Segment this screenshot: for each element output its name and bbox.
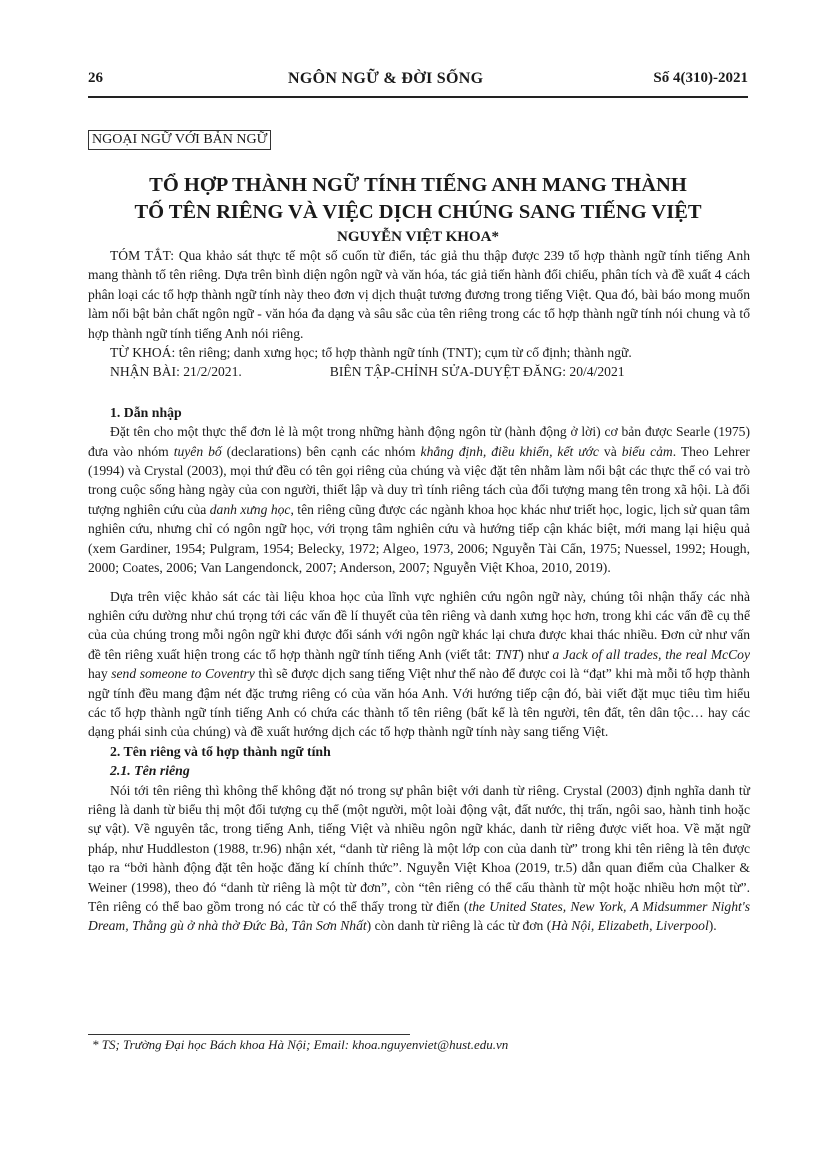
text-run: ). xyxy=(708,918,717,934)
italic-term: danh xưng học xyxy=(209,501,291,517)
article-body xyxy=(88,246,750,936)
text-run: Nói tới tên riêng thì không thể không đặt nó trong sự phân biệt với danh từ riêng. Crystal (2003) định nghĩa danh từ riêng là danh từ biểu thị một đối tượng cụ thể (một người, một loài động vật, đất nước, thị trấn, ngôi sao, hành tinh hoặc sự vật). Về nguyên tắc, trong tiếng Anh, tiếng Việt và nhiều ngôn ngữ khác, danh từ riêng được viết hoa. Về mặt ngữ pháp, như Huddleston (1988, tr.96) nhận xét, “danh từ riêng là một lớp con của danh từ” trong khi tên riêng là tên được tạo ra “bởi hành động đặt tên hoặc đăng kí chính thức”. Nguyễn Việt Khoa (2019, tr.5) dẫn quan điểm của Chalker & Weiner (1998), theo đó “danh từ riêng là một từ đơn”, còn “tên riêng có thể cấu thành từ một hoặc nhiều hơn một từ”. Tên riêng có thể bao gồm trong nó các từ có thể thấy trong từ điển ( xyxy=(88,782,750,914)
author-footnote: * TS; Trường Đại học Bách khoa Hà Nội; Email: khoa.nguyenviet@hust.edu.vn xyxy=(92,1037,509,1052)
section-1-paragraph-2 xyxy=(88,587,750,742)
title-block xyxy=(88,172,748,248)
running-head xyxy=(88,70,748,92)
italic-term: a Jack of all trades, the real McCoy xyxy=(552,646,751,662)
text-run: ) còn danh từ riêng là các từ đơn ( xyxy=(366,918,552,934)
section-1-heading: 1. Dẫn nhập xyxy=(110,404,182,420)
text-run: ) như xyxy=(519,646,553,662)
text-run: thì sẽ được dịch sang tiếng Việt như thế nào để được coi là “đạt” khi mà mỗi tổ hợp thành ngữ tính đều mang đậm nét đặc trưng riêng có của văn hóa Anh. Với hướng tiếp cận đó, bài viết đặt mục tiêu tìm hiểu các tổ hợp thành ngữ tính tiếng Anh có chứa các thành tố tên riêng (bất kể là tên người, tên đất, tên dân tộc… hay các dạng phái sinh của chúng) và đề xuất hướng dịch các tổ hợp thành ngữ tính này sang tiếng Việt. xyxy=(88,666,750,740)
italic-term: the United States, New York, A Midsummer Night's Dream, Thằng gù ở nhà thờ Đức Bà, Tân Sơn Nhất xyxy=(88,899,750,934)
section-1-paragraph-1 xyxy=(88,422,750,577)
header-rule xyxy=(88,96,748,98)
text-run: , tên riêng cũng được các ngành khoa học khác như triết học, logic, lịch sử quan tâm nghiên cứu, nhưng chỉ có ngôn ngữ học, với trọng tâm nghiên cứu và hướng tiếp cận khác biệt, mới mang lại hiệu quả (xem Gardiner, 1954; Pulgram, 1954; Belecky, 1972; Algeo, 1973, 2006; Nguyễn Tài Cẩn, 1975; Nuessel, 1992; Hough, 2000; Coates, 2006; Van Langendonck, 2007; Anderson, 2007; Nguyễn Việt Khoa, 2010, 2019). xyxy=(88,501,750,576)
italic-term: biểu cảm xyxy=(621,443,673,459)
article-dates xyxy=(88,362,750,381)
article-title-line-2: TỐ TÊN RIÊNG VÀ VIỆC DỊCH CHÚNG SANG TIẾNG VIỆT xyxy=(134,201,702,223)
section-tag: NGOẠI NGỮ VỚI BẢN NGỮ xyxy=(88,130,271,150)
italic-term: send someone to Coventry xyxy=(111,666,255,682)
italic-term: tuyên bố xyxy=(173,443,222,459)
keywords-text: tên riêng; danh xưng học; tổ hợp thành ngữ tính (TNT); cụm từ cố định; thành ngữ. xyxy=(175,345,632,361)
italic-term: TNT xyxy=(495,646,520,662)
abstract xyxy=(88,246,750,343)
received-date: NHẬN BÀI: 21/2/2021. xyxy=(110,364,242,380)
text-run: Đặt tên cho một thực thể đơn lẻ là một trong những hành động ngôn từ (hành động ở lời) cơ bản được Searle (1975) đưa vào nhóm xyxy=(88,424,750,459)
page-number: 26 xyxy=(88,70,103,86)
author-name: NGUYỄN VIỆT KHOA* xyxy=(337,229,499,245)
text-run: và xyxy=(598,443,622,459)
footnote-rule xyxy=(88,1034,410,1035)
section-2-1-paragraph-1 xyxy=(88,781,750,936)
keywords xyxy=(88,343,750,362)
italic-term: Hà Nội, Elizabeth, Liverpool xyxy=(551,918,709,934)
text-run: hay xyxy=(88,666,112,682)
issue-number: Số 4(310)-2021 xyxy=(653,70,748,86)
text-run: . Theo Lehrer (1994) và Crystal (2003), mọi thứ đều có tên gọi riêng của chúng và việc đặt tên nhằm làm nổi bật các thực thể có vai trò trong cuộc sống hàng ngày của con người, thiết lập và duy trì tính riêng tách của đối tượng mang tên trong xã hội. Là đối tượng nghiên cứu của xyxy=(88,443,750,517)
text-run: (declarations) bên cạnh các nhóm xyxy=(221,443,421,459)
text-run: Dựa trên việc khảo sát các tài liệu khoa học của lĩnh vực nghiên cứu ngôn ngữ này, chúng tôi nhận thấy các nhà nghiên cứu dường như chú trọng tới các vấn đề lí thuyết của tên riêng và danh xưng học hơn, trong khi các vấn đề cụ thể của của chúng trong mỗi ngôn ngữ khi được đối sánh với ngôn ngữ khác lại chưa được khai thác nhiều. Đơn cử như vấn đề tên riêng xuất hiện trong các tổ hợp thành ngữ tính tiếng Anh (viết tắt: xyxy=(88,588,750,662)
italic-term: khẳng định, điều khiển, kết ước xyxy=(420,443,599,459)
journal-name: NGÔN NGỮ & ĐỜI SỐNG xyxy=(288,70,484,87)
abstract-label: TÓM TẮT: xyxy=(110,248,175,263)
section-2-1-heading: 2.1. Tên riêng xyxy=(110,763,190,779)
keywords-label: TỪ KHOÁ: xyxy=(110,345,176,361)
accepted-date: BIÊN TẬP-CHỈNH SỬA-DUYỆT ĐĂNG: 20/4/2021 xyxy=(329,364,625,380)
abstract-text: Qua khảo sát thực tế một số cuốn từ điển, tác giả thu thập được 239 tổ hợp thành ngữ tính tiếng Anh mang thành tố tên riêng. Dựa trên bình diện ngôn ngữ và văn hóa, tác giả tiến hành đối chiếu, phân tích và đề xuất 4 cách phân loại các tổ hợp thành ngữ tính này theo đơn vị dịch thuật tương đương trong tiếng Việt. Qua đó, bài báo mong muốn làm nổi bật bản chất ngôn ngữ - văn hóa đa dạng và sâu sắc của tên riêng trong các tổ hợp thành ngữ tính nói chung và tổ hợp thành ngữ tính tiếng Anh nói riêng. xyxy=(88,248,750,341)
article-title-line-1: TỔ HỢP THÀNH NGỮ TÍNH TIẾNG ANH MANG THÀNH xyxy=(149,174,687,196)
section-2-heading: 2. Tên riêng và tổ hợp thành ngữ tính xyxy=(110,743,331,759)
